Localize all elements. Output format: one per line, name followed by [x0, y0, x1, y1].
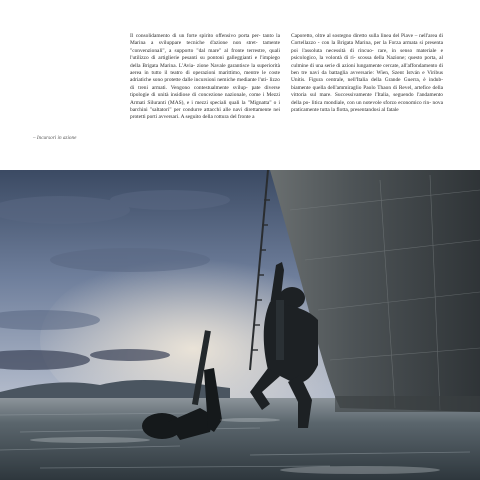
diver-rifle	[276, 300, 284, 360]
waterline-stain	[335, 396, 480, 412]
divers-photo	[0, 170, 480, 480]
text-column-left	[130, 33, 280, 165]
caption-text: Incursori in azione	[36, 135, 77, 141]
caption-dash: –	[33, 135, 37, 141]
body-paragraph-left: Il consolidamento di un forte spirito offensivo porta per- tanto la Marina a sviluppare tecniche d'azione non stret- tamente "convenzionali", a supporto "dal mare" al fronte terrestre, quali l'utilizzo di artiglierie pesanti su pontoni galleggianti e l'impiego della Brigata Marina. L'Avia- zione Navale garantisce la superiorità aerea in tutto il teatro di operazioni marittimo, mentre le coste adriatiche sono protette dalle incursioni nemiche mediante l'uti- lizzo di treni armati. Vengono contestualmente svilup- pate diverse tipologie di unità insidiose di concezione nazionale, come i Mezzi Armati Siluranti (MAS), e i mezzi speciali quali la "Mignatta" o i barchini "saltatori" per condurre attacchi alle navi direttamente nei protetti porti avversari. A seguito della rottura del fronte a	[130, 33, 280, 121]
photo-illustration	[0, 170, 480, 480]
photo-caption	[33, 135, 113, 141]
text-column-right	[291, 33, 443, 165]
body-paragraph-right: Caporetto, oltre al sostegno diretto sulla linea del Piave – nell'area di Cortellazzo - con la Brigata Marina, per la Forza armata si presenta poi l'assoluta necessità di rincuo- rare, in senso materiale e psicologico, la volontà di ri- scossa della Nazione; questo porta, al culmine di una serie di azioni lungamente cercate, all'affondamento di ben tre navi da battaglia avversarie: Wien, Szent István e Viribus Unitis. Figura centrale, nell'Italia della Grande Guerra, è indub- biamente quella dell'ammiraglio Paolo Thaon di Revel, artefice della vittoria sul mare. Successivamente l'Italia, seguendo l'andamento della po- litica mondiale, con un notevole sforzo economico rin- nova praticamente tutta la flotta, presentandosi al fatale	[291, 33, 443, 114]
